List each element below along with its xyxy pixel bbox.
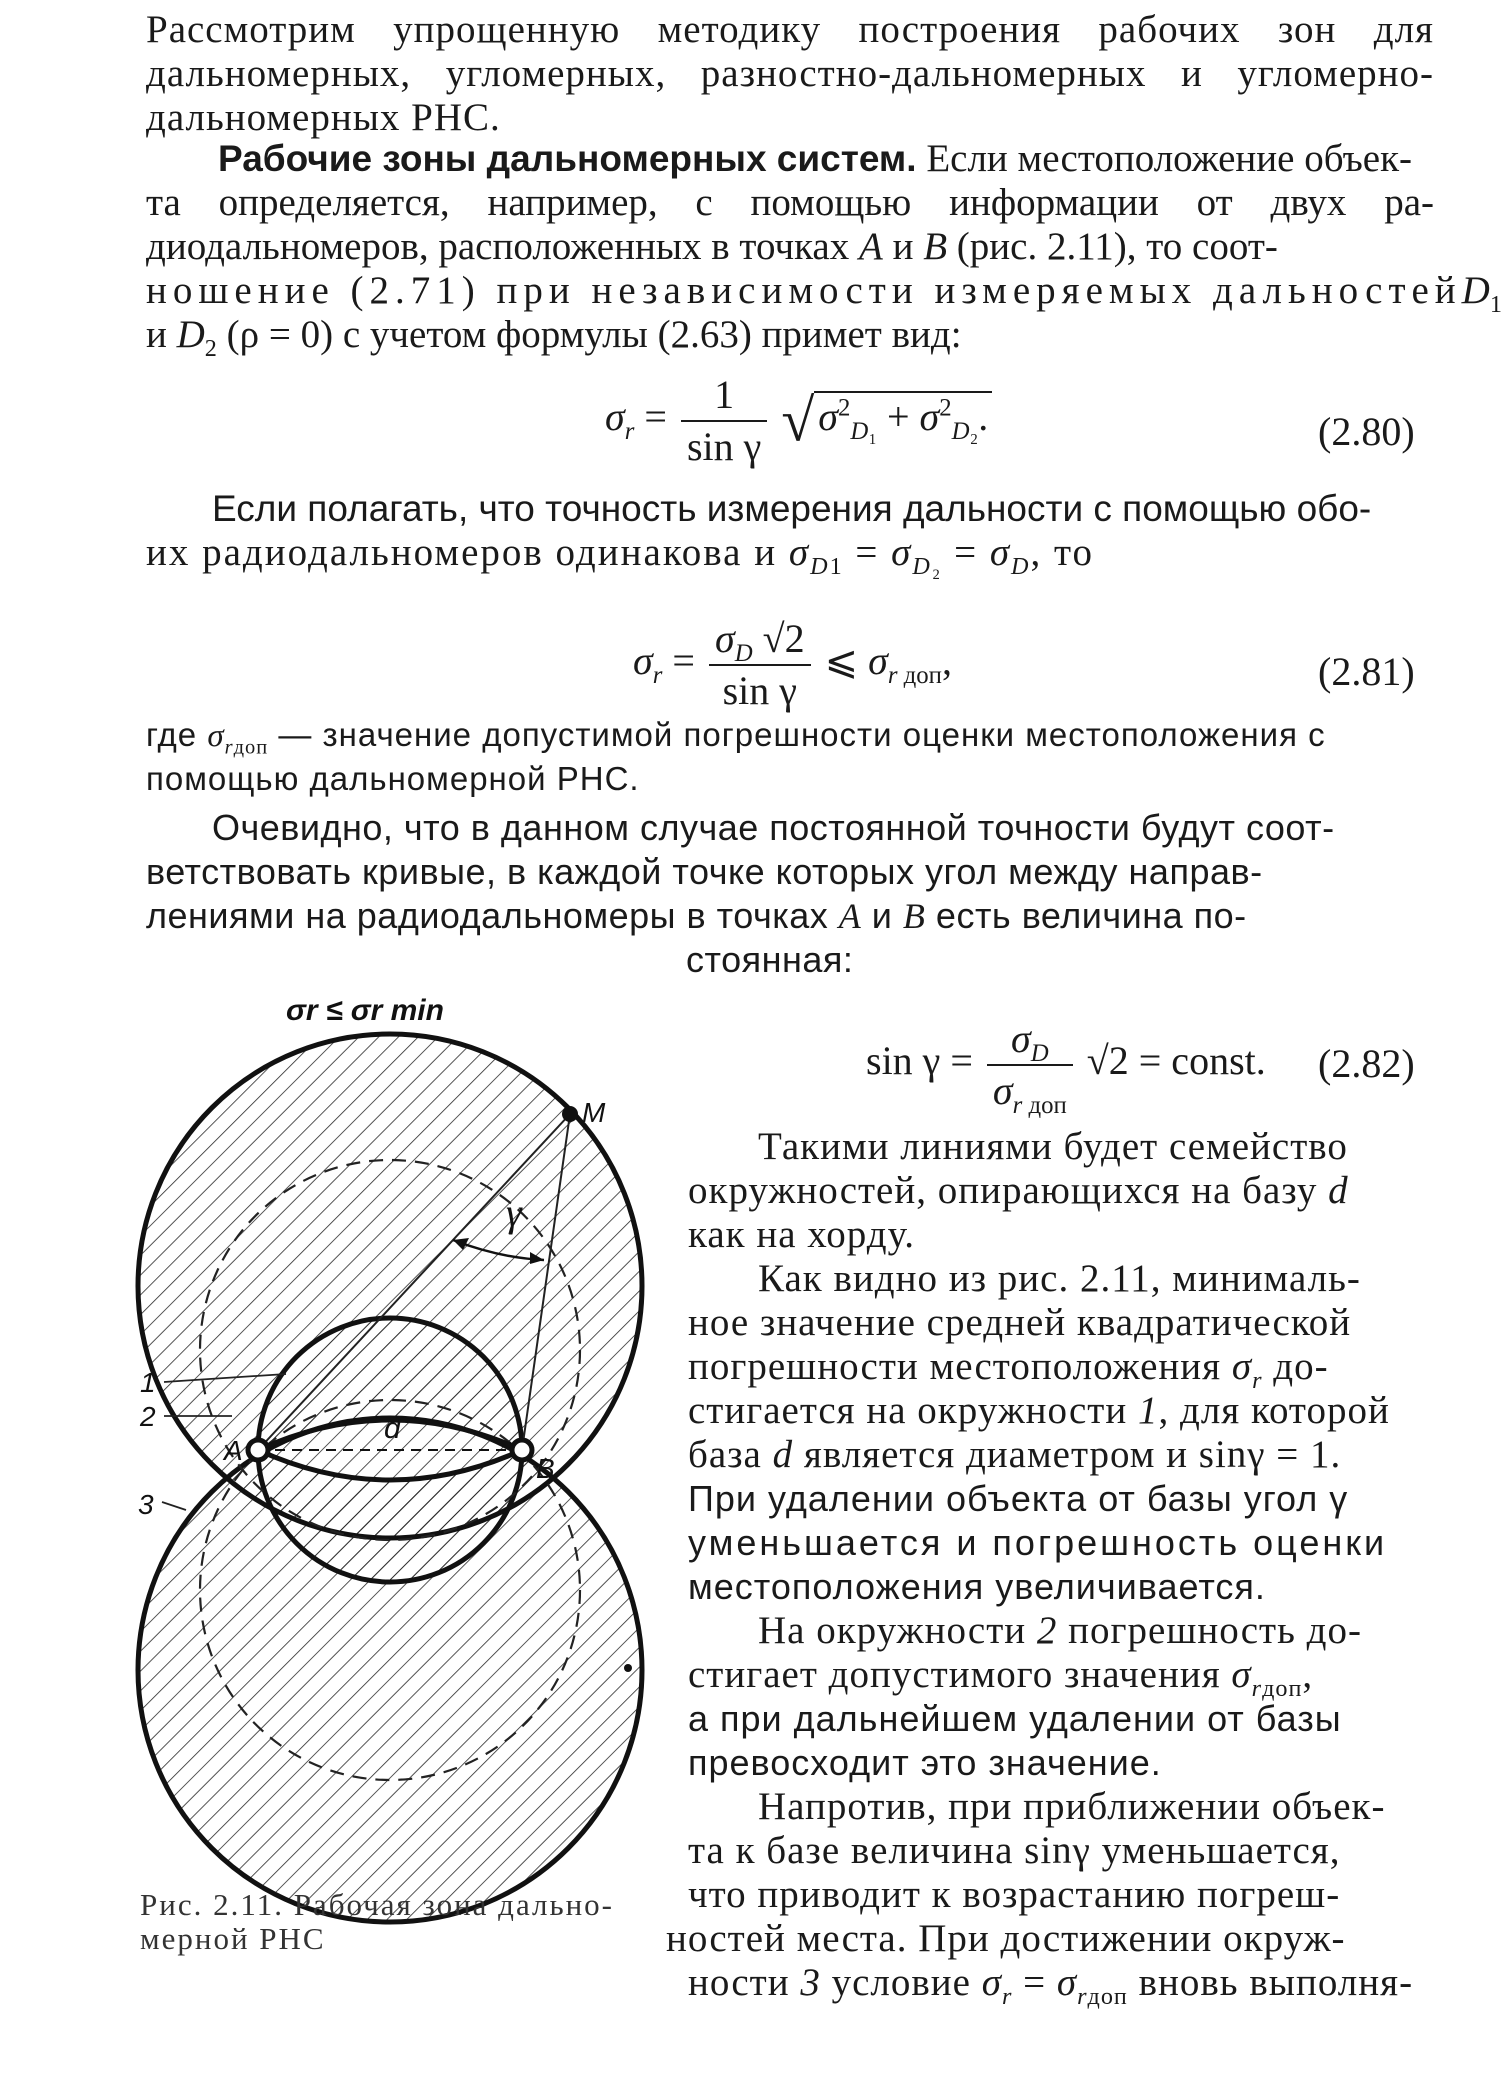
rc-p2-line4-a: стигается на окружности — [688, 1389, 1128, 1432]
equation-2-82-rhs: = const. — [1138, 1038, 1266, 1084]
para4-line-3: лениями на радиодальномеры в точках A и B есть величина по- — [146, 895, 1247, 936]
rc-p1-line-1: Такими линиями будет семейство — [758, 1125, 1348, 1168]
para2-line2-text: их радиодальномеров одинакова и — [146, 531, 778, 574]
rc-p3-line-4: превосходит это значение. — [688, 1742, 1162, 1783]
rc-p2-line-2: ное значение средней квадратической — [688, 1301, 1352, 1344]
equation-2-81: $\sigma_r$ = $\frac{\sigma_D √2}{\text{sin γ}}$ ⩽ $\sigma_{r доп}$, — [633, 616, 952, 713]
figure-label-top: σr ≤ σr min — [286, 994, 444, 1027]
rc-p4-line5-a: ности — [688, 1961, 790, 2004]
point-a — [248, 1440, 268, 1460]
rc-p1-line-3: как на хорду. — [688, 1213, 915, 1256]
rc-p2-line5-b: является диаметром и sinγ = 1. — [803, 1433, 1342, 1476]
intro-line-3: дальномерных РНС. — [146, 96, 501, 139]
equation-2-82: sin γ = $\frac{\sigma_D}{\sigma_{r доп}}$ √2 = const. — [866, 1016, 1266, 1119]
section-line4-text: ношение (2.71) при независимости измеряемых дальностей — [146, 269, 1462, 312]
rc-p2-line-1: Как видно из рис. 2.11, минималь- — [758, 1257, 1361, 1300]
figure-label-m: M — [582, 1097, 606, 1128]
rc-p1-d: d — [1328, 1169, 1349, 1212]
rc-p4-line-4: ностей места. При достижении окруж- — [666, 1917, 1346, 1960]
section-line3-a: диодальномеров, расположенных в точках — [146, 225, 859, 268]
equation-2-82-number: (2.82) — [1318, 1041, 1415, 1086]
section-line1-rest: Если местоположение объек- — [916, 137, 1413, 180]
section-line-3 — [146, 225, 1434, 269]
para2-line1-text: Если полагать, что точность измерения дальности с помощью обо- — [212, 488, 1372, 529]
rc-p4-line-3: что приводит к возрастанию погреш- — [688, 1873, 1341, 1916]
figure-caption — [140, 1888, 680, 1956]
rc-circle-3-ref: 3 — [800, 1961, 821, 2004]
rc-p1-line2-text: окружностей, опирающихся на базу — [688, 1169, 1318, 1212]
section-and: и — [882, 225, 924, 268]
intro-line-2: дальномерных, угломерных, разностно-дальномерных и угломерно- — [146, 52, 1434, 95]
figure-label-1: 1 — [140, 1367, 156, 1398]
rc-p2-line-6: При удалении объекта от базы угол γ — [688, 1478, 1349, 1519]
section-line5-b: с учетом формулы (2.63) примет вид: — [333, 313, 962, 356]
rc-p3-line-3: а при дальнейшем удалении от базы — [688, 1698, 1342, 1739]
para3-line-1: где $\sigma_{rдоп}$ — значение допустимой погрешности оценки местоположения с — [146, 716, 1326, 759]
para4-line3-b: есть величина по- — [925, 895, 1247, 936]
figure-label-a: A — [224, 1435, 243, 1466]
para4-line-1: Очевидно, что в данном случае постоянной точности будут соот- — [212, 807, 1335, 848]
rc-p2-line-7: уменьшается и погрешность оценки — [688, 1522, 1388, 1563]
figure-label-gamma: γ — [506, 1190, 522, 1235]
d2-rho-symbol: $D_2$ (ρ = 0) — [176, 313, 334, 362]
d1-symbol: $D_1$ — [1461, 269, 1502, 318]
rc-p2-line-3: погрешности местоположения $\sigma_r$ до- — [688, 1345, 1329, 1394]
para3-line-2: помощью дальномерной РНС. — [146, 760, 640, 797]
rc-p2-line3-text: погрешности местоположения — [688, 1345, 1222, 1388]
para4-line-4: стоянная: — [686, 939, 854, 980]
intro-line-1: Рассмотрим упрощенную методику построения рабочих зон для — [146, 8, 1434, 51]
point-b — [512, 1440, 532, 1460]
mark-dot-right — [624, 1664, 632, 1672]
rc-p3-line-1 — [688, 1609, 1434, 1653]
figure-label-b: B — [536, 1453, 555, 1484]
equation-2-80-number: (2.80) — [1318, 409, 1415, 454]
rc-p3-line-2: стигает допустимого значения $\sigma_{rдоп}$, — [688, 1653, 1314, 1702]
rc-circle-1-ref: 1 — [1137, 1389, 1159, 1432]
rc-p3-line1-a: На окружности — [758, 1609, 1027, 1652]
para4-line3-a: лениями на радиодальномеры в точках — [146, 895, 839, 936]
point-m — [562, 1106, 578, 1122]
figure-caption-line-2: мерной РНС — [140, 1921, 326, 1956]
section-line-2: та определяется, например, с помощью информации от двух ра- — [146, 181, 1434, 224]
para2-line-2 — [146, 531, 1434, 580]
rc-p2-line5-a: база — [688, 1433, 762, 1476]
para2-line-1 — [146, 487, 1434, 531]
rc-p3-line1-b: погрешность до- — [1068, 1609, 1362, 1652]
para4-point-a: A — [838, 896, 862, 936]
section-line-4 — [146, 269, 1502, 318]
rc-p4-line-5: ности 3 условие $\sigma_r = \sigma_{rдоп}$ вновь выполня- — [688, 1961, 1414, 2010]
figure-label-2: 2 — [140, 1401, 156, 1432]
rc-circle-2-ref: 2 — [1036, 1609, 1058, 1652]
figure-2-11 — [128, 990, 688, 1890]
section-heading: Рабочие зоны дальномерных систем. — [218, 138, 917, 179]
rc-p2-line-4 — [688, 1389, 1434, 1433]
sigma-equality: $\sigma_{D1} = \sigma_{D_2} = \sigma_D$, то — [788, 531, 1095, 580]
section-line-5 — [146, 313, 1434, 362]
figure-caption-line-1: Рис. 2.11. Рабочая зона дально- — [140, 1887, 615, 1922]
rc-p2-d: d — [772, 1433, 794, 1476]
section-line5-a: и — [146, 313, 177, 356]
para4-line-2: ветствовать кривые, в каждой точке которых угол между направ- — [146, 851, 1263, 892]
figure-label-d: d — [384, 1412, 401, 1445]
rc-p2-line3-b: до- — [1273, 1345, 1329, 1388]
para4-point-b: B — [902, 896, 926, 936]
leader-3 — [162, 1502, 186, 1510]
rc-p4-line-2: та к базе величина sinγ уменьшается, — [688, 1829, 1341, 1872]
para3-line1-text: значение допустимой погрешности оценки местоположения с — [322, 716, 1326, 753]
rc-p2-line4-b: , для которой — [1158, 1389, 1390, 1432]
rc-p4-line5-b: условие — [831, 1961, 971, 2004]
rc-p2-line-5 — [688, 1433, 1434, 1477]
section-line-1 — [146, 137, 1434, 181]
equation-2-81-number: (2.81) — [1318, 649, 1415, 694]
equation-2-80: $\sigma_r$ = $\frac{1}{\text{sin γ}}$ √ $\sigma^2_{D_1} + \sigma^2_{D_2}$. — [605, 372, 992, 470]
point-a-ref: A — [859, 225, 883, 268]
figure-label-3: 3 — [138, 1489, 154, 1520]
rc-p4-line-1: Напротив, при приближении объек- — [758, 1785, 1386, 1828]
rc-p1-line-2 — [688, 1169, 1434, 1213]
rc-p4-line5-c: вновь выполня- — [1138, 1961, 1414, 2004]
rc-p2-line-8: местоположения увеличивается. — [688, 1566, 1266, 1607]
para3-where: где — [146, 716, 198, 753]
point-b-ref: B — [923, 225, 948, 268]
section-line3-b: (рис. 2.11), то соот- — [947, 225, 1278, 268]
rc-p3-line2-text: стигает допустимого значения — [688, 1653, 1221, 1696]
